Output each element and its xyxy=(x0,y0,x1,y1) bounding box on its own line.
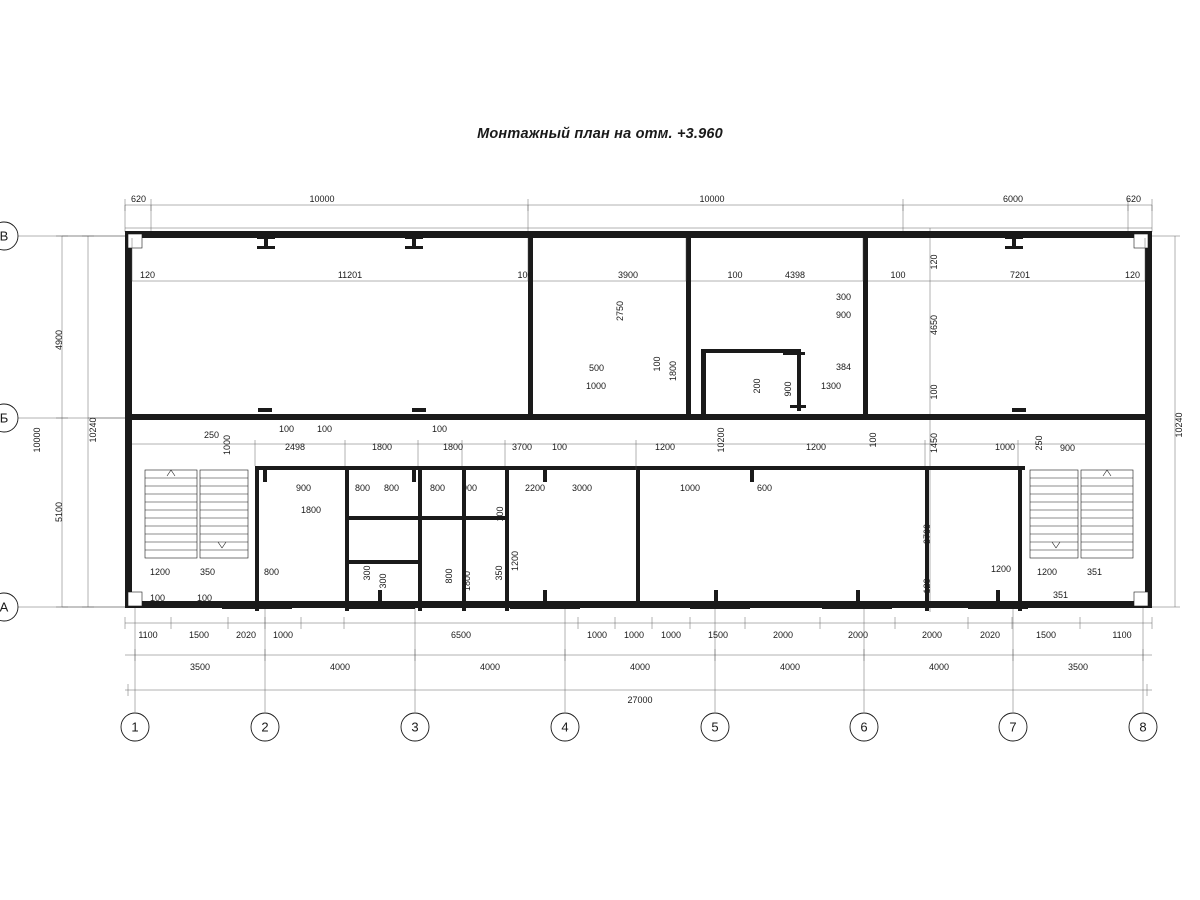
svg-text:120: 120 xyxy=(922,578,932,594)
svg-text:100: 100 xyxy=(517,270,533,280)
svg-text:3500: 3500 xyxy=(189,662,211,672)
axis-label-5: 5 xyxy=(711,719,719,735)
svg-text:2000: 2000 xyxy=(772,630,794,640)
svg-text:10000: 10000 xyxy=(32,427,42,453)
axis-label-8: 8 xyxy=(1139,719,1147,735)
svg-text:27000: 27000 xyxy=(627,695,653,705)
interior-annotations xyxy=(150,292,1102,603)
svg-text:100: 100 xyxy=(495,506,505,522)
stair-left xyxy=(145,470,248,558)
svg-text:300: 300 xyxy=(836,292,852,302)
svg-text:5100: 5100 xyxy=(54,501,64,523)
svg-text:120: 120 xyxy=(1125,270,1141,280)
svg-text:1200: 1200 xyxy=(150,567,171,577)
svg-text:250: 250 xyxy=(204,430,220,440)
svg-text:3500: 3500 xyxy=(1067,662,1089,672)
svg-text:1200: 1200 xyxy=(991,564,1012,574)
svg-text:2000: 2000 xyxy=(847,630,869,640)
svg-text:384: 384 xyxy=(836,362,852,372)
svg-text:4900: 4900 xyxy=(54,329,64,351)
svg-text:800: 800 xyxy=(444,568,454,584)
svg-text:900: 900 xyxy=(783,381,793,397)
svg-text:1000: 1000 xyxy=(222,434,232,456)
svg-text:900: 900 xyxy=(836,310,852,320)
dimension-text-top-1 xyxy=(131,194,1141,204)
axis-label-4: 4 xyxy=(561,719,569,735)
axis-label-a: А xyxy=(0,599,9,615)
svg-text:350: 350 xyxy=(494,565,504,581)
svg-text:4000: 4000 xyxy=(629,662,651,672)
svg-text:100: 100 xyxy=(432,424,448,434)
svg-text:350: 350 xyxy=(200,567,216,577)
svg-text:1500: 1500 xyxy=(1035,630,1057,640)
svg-text:6500: 6500 xyxy=(450,630,472,640)
svg-text:120: 120 xyxy=(140,270,156,280)
svg-text:1000: 1000 xyxy=(586,630,608,640)
svg-text:500: 500 xyxy=(589,363,605,373)
svg-text:100: 100 xyxy=(929,384,939,400)
svg-text:10200: 10200 xyxy=(716,427,726,453)
svg-text:4650: 4650 xyxy=(929,314,939,336)
svg-text:1000: 1000 xyxy=(272,630,294,640)
svg-text:800: 800 xyxy=(430,483,446,493)
svg-text:1000: 1000 xyxy=(623,630,645,640)
svg-text:200: 200 xyxy=(752,378,762,394)
svg-text:2020: 2020 xyxy=(979,630,1001,640)
svg-text:4398: 4398 xyxy=(784,270,806,280)
svg-text:3700: 3700 xyxy=(922,523,932,545)
axis-label-b: Б xyxy=(0,410,9,426)
svg-text:1800: 1800 xyxy=(668,360,678,382)
svg-text:100: 100 xyxy=(727,270,743,280)
walls xyxy=(125,231,1152,611)
svg-text:1100: 1100 xyxy=(138,630,158,640)
svg-text:1800: 1800 xyxy=(462,570,472,592)
svg-text:120: 120 xyxy=(929,254,939,270)
svg-text:6000: 6000 xyxy=(1002,194,1024,204)
svg-text:351: 351 xyxy=(1053,590,1069,600)
svg-text:100: 100 xyxy=(150,593,166,603)
interior-dimension-lines xyxy=(132,238,1145,470)
svg-text:1100: 1100 xyxy=(1112,630,1132,640)
svg-text:1200: 1200 xyxy=(806,442,827,452)
svg-text:4000: 4000 xyxy=(329,662,351,672)
svg-text:2200: 2200 xyxy=(525,483,546,493)
dimension-text-right xyxy=(922,254,1184,593)
axis-label-2: 2 xyxy=(261,719,269,735)
svg-text:7201: 7201 xyxy=(1009,270,1031,280)
svg-text:1300: 1300 xyxy=(821,381,842,391)
svg-text:1450: 1450 xyxy=(929,432,939,454)
svg-text:1200: 1200 xyxy=(655,442,676,452)
svg-text:2498: 2498 xyxy=(285,442,306,452)
svg-text:1500: 1500 xyxy=(707,630,729,640)
svg-text:100: 100 xyxy=(279,424,295,434)
svg-text:1000: 1000 xyxy=(586,381,607,391)
svg-text:10240: 10240 xyxy=(88,417,98,443)
svg-text:100: 100 xyxy=(652,356,662,372)
svg-text:1000: 1000 xyxy=(680,483,701,493)
svg-text:800: 800 xyxy=(384,483,400,493)
svg-text:10000: 10000 xyxy=(309,194,335,204)
svg-text:100: 100 xyxy=(890,270,906,280)
svg-text:100: 100 xyxy=(868,432,878,448)
svg-text:1000: 1000 xyxy=(660,630,682,640)
svg-text:900: 900 xyxy=(296,483,312,493)
svg-text:900: 900 xyxy=(462,483,478,493)
axis-label-6: 6 xyxy=(860,719,868,735)
svg-text:3900: 3900 xyxy=(617,270,639,280)
svg-text:620: 620 xyxy=(1126,194,1142,204)
svg-text:4000: 4000 xyxy=(479,662,501,672)
svg-text:2750: 2750 xyxy=(615,300,625,322)
dimension-text-top-2 xyxy=(140,270,1140,280)
svg-text:100: 100 xyxy=(197,593,213,603)
svg-text:1800: 1800 xyxy=(301,505,322,515)
svg-text:900: 900 xyxy=(1060,443,1076,453)
svg-text:2000: 2000 xyxy=(921,630,943,640)
svg-text:620: 620 xyxy=(131,194,147,204)
svg-text:600: 600 xyxy=(757,483,773,493)
svg-text:300: 300 xyxy=(362,565,372,581)
svg-text:10240: 10240 xyxy=(1174,412,1184,438)
svg-text:4000: 4000 xyxy=(779,662,801,672)
svg-text:10000: 10000 xyxy=(699,194,725,204)
svg-text:250: 250 xyxy=(1034,435,1044,451)
svg-text:800: 800 xyxy=(264,567,280,577)
axis-bubbles-vertical xyxy=(121,713,1157,741)
stair-right xyxy=(1030,470,1133,558)
svg-text:1500: 1500 xyxy=(188,630,210,640)
dimension-text-grid xyxy=(190,662,1088,705)
svg-text:3700: 3700 xyxy=(512,442,533,452)
svg-text:800: 800 xyxy=(355,483,371,493)
axis-label-7: 7 xyxy=(1009,719,1017,735)
svg-text:1800: 1800 xyxy=(443,442,464,452)
axis-label-3: 3 xyxy=(411,719,419,735)
svg-text:1200: 1200 xyxy=(1037,567,1058,577)
svg-text:1800: 1800 xyxy=(372,442,393,452)
svg-text:1000: 1000 xyxy=(995,442,1016,452)
svg-text:11201: 11201 xyxy=(337,270,363,280)
dimension-text-bottom xyxy=(138,630,1131,640)
svg-text:100: 100 xyxy=(552,442,568,452)
svg-text:100: 100 xyxy=(317,424,333,434)
svg-text:351: 351 xyxy=(1087,567,1103,577)
svg-text:1200: 1200 xyxy=(510,550,520,572)
svg-text:2020: 2020 xyxy=(235,630,257,640)
svg-text:4000: 4000 xyxy=(928,662,950,672)
axis-label-1: 1 xyxy=(131,719,139,735)
axis-label-v: В xyxy=(0,228,9,244)
svg-text:3000: 3000 xyxy=(572,483,593,493)
axis-bubbles-horizontal xyxy=(0,222,18,621)
page-title: Монтажный план на отм. +3.960 xyxy=(477,126,723,142)
svg-text:300: 300 xyxy=(378,573,388,589)
